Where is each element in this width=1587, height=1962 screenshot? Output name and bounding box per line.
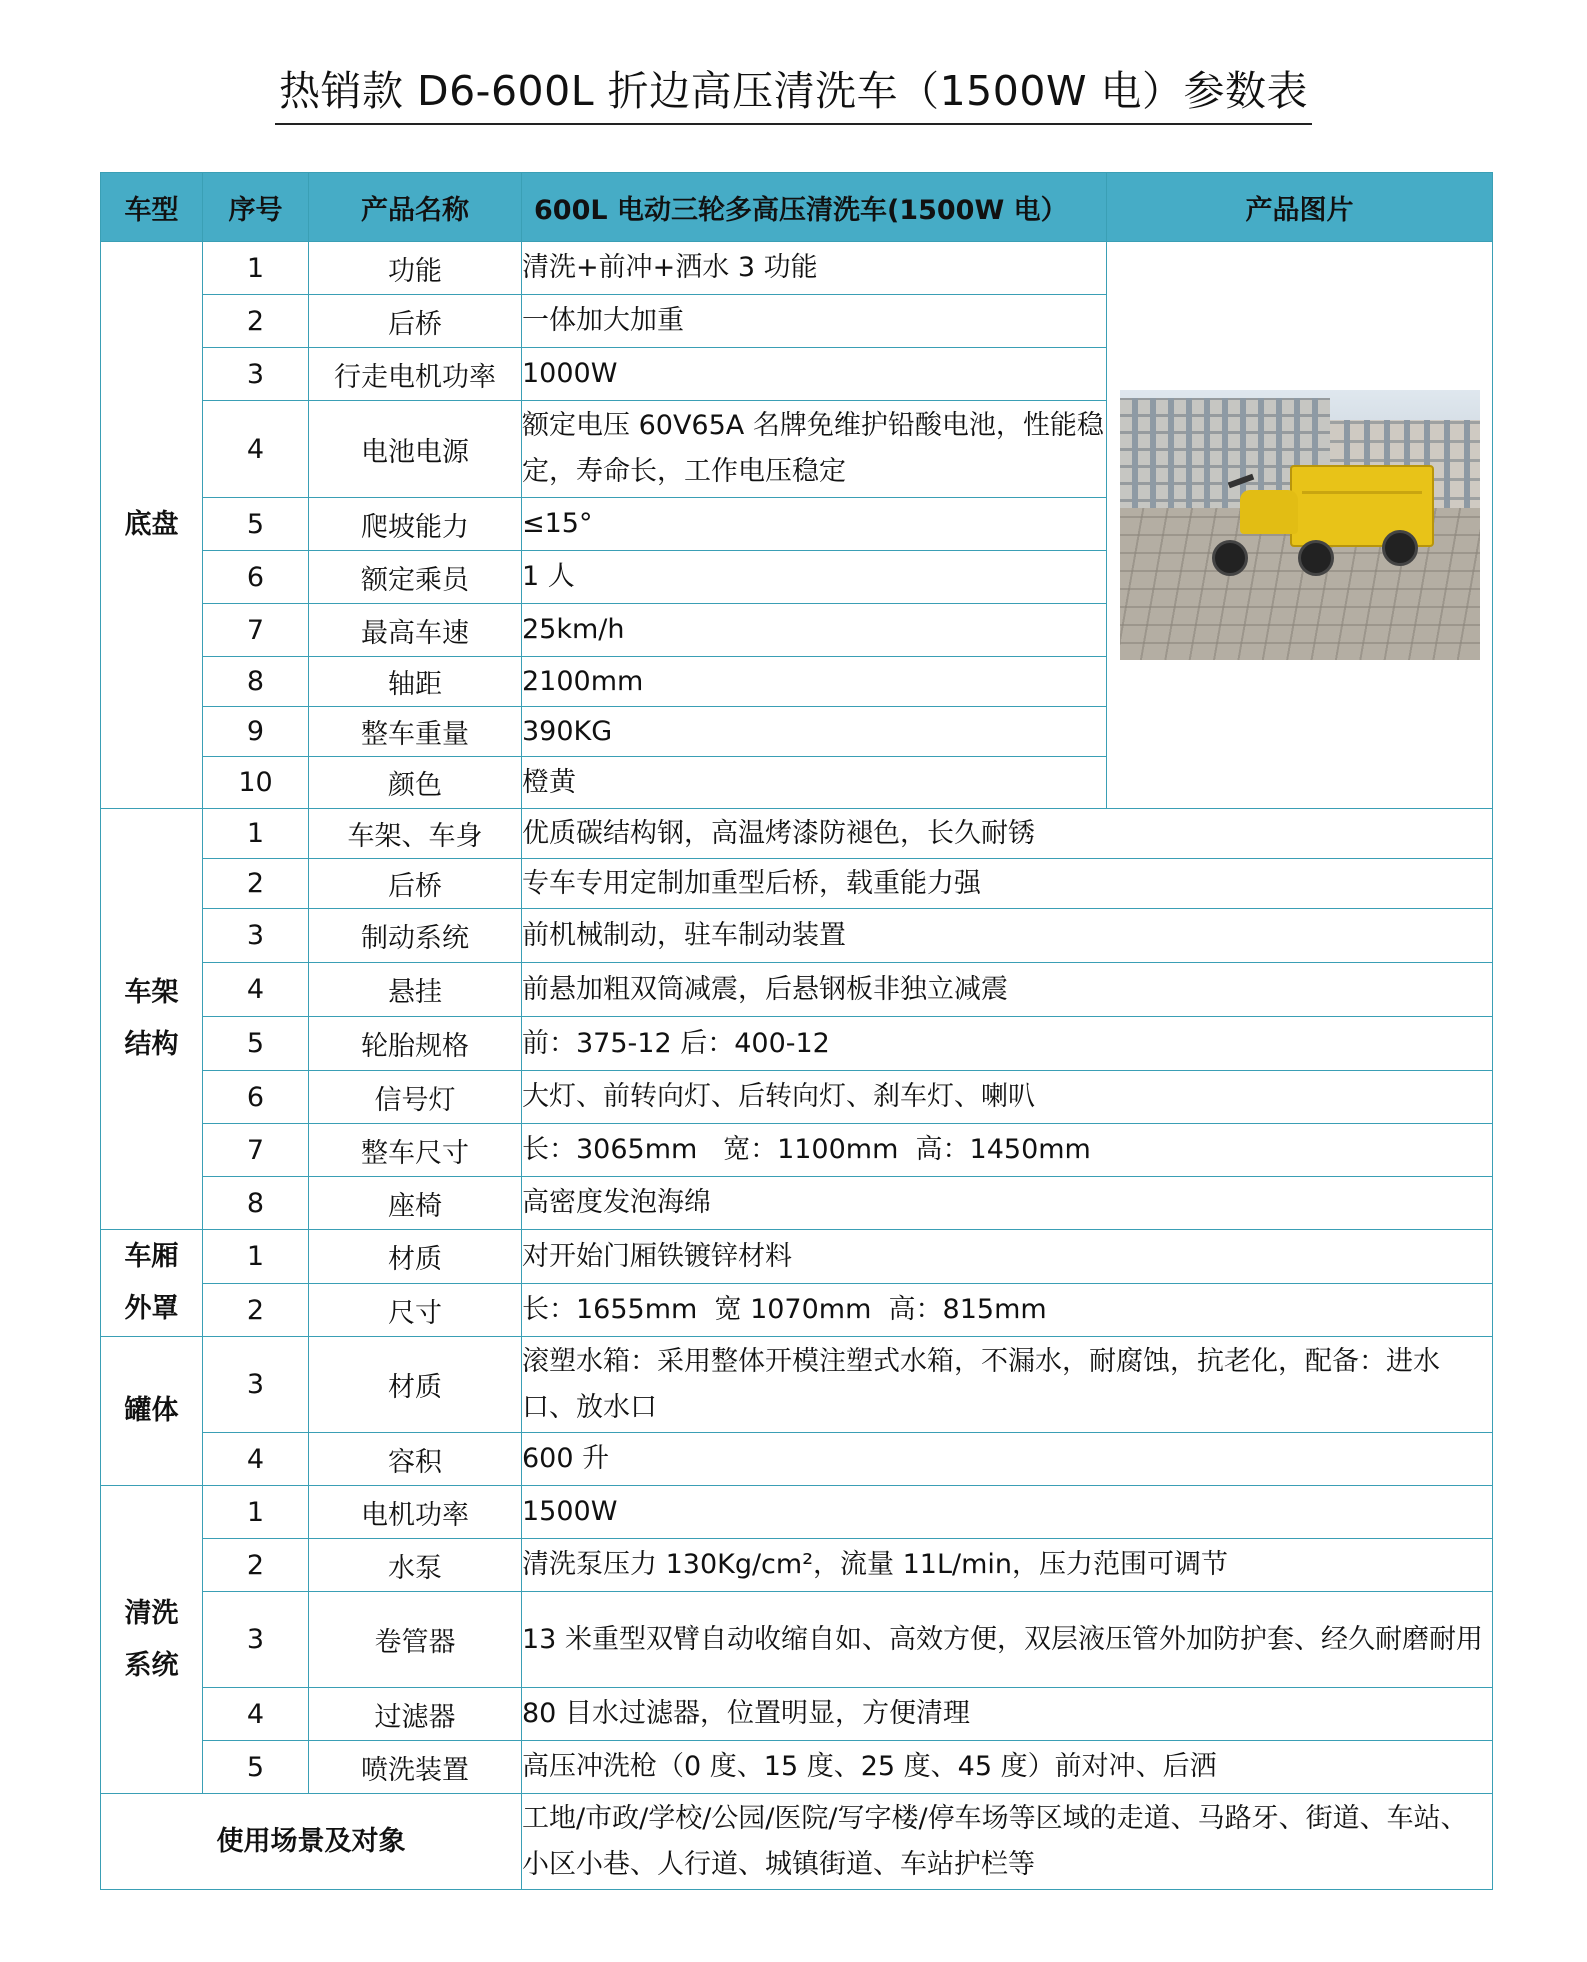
table-row — [101, 809, 1493, 859]
row-item: 信号灯 — [309, 1071, 522, 1124]
row-number: 1 — [203, 1230, 309, 1284]
header-seq: 序号 — [203, 173, 309, 242]
row-item: 卷管器 — [309, 1592, 522, 1688]
row-item: 后桥 — [309, 859, 522, 909]
row-item: 额定乘员 — [309, 551, 522, 604]
group-box-label: 车厢外罩 — [124, 1241, 179, 1324]
row-number: 2 — [203, 859, 309, 909]
header-vehicle-type: 车型 — [101, 173, 203, 242]
row-number: 6 — [203, 1071, 309, 1124]
header-row — [101, 173, 1493, 242]
row-value: 13 米重型双臂自动收缩自如、高效方便，双层液压管外加防护套、经久耐磨耐用 — [522, 1592, 1493, 1688]
row-number: 3 — [203, 348, 309, 401]
row-value: 清洗+前冲+洒水 3 功能 — [522, 242, 1107, 295]
row-number: 10 — [203, 757, 309, 809]
usage-value: 工地/市政/学校/公园/医院/写字楼/停车场等区域的走道、马路牙、街道、车站、小区小巷、人行道、城镇街道、车站护栏等 — [522, 1794, 1493, 1890]
group-wash — [101, 1486, 203, 1794]
row-number: 1 — [203, 1486, 309, 1539]
row-number: 3 — [203, 1592, 309, 1688]
row-number: 2 — [203, 1284, 309, 1337]
row-value: ≤15° — [522, 498, 1107, 551]
row-item: 车架、车身 — [309, 809, 522, 859]
group-chassis: 底盘 — [101, 242, 203, 809]
page-title: 热销款 D6-600L 折边高压清洗车（1500W 电）参数表 — [275, 58, 1312, 125]
row-number: 7 — [203, 604, 309, 657]
row-value: 橙黄 — [522, 757, 1107, 809]
row-number: 4 — [203, 1688, 309, 1741]
group-frame — [101, 809, 203, 1230]
row-item: 水泵 — [309, 1539, 522, 1592]
row-value: 对开始门厢铁镀锌材料 — [522, 1230, 1493, 1284]
row-value: 额定电压 60V65A 名牌免维护铅酸电池，性能稳定，寿命长，工作电压稳定 — [522, 401, 1107, 498]
row-value: 600 升 — [522, 1433, 1493, 1486]
row-value: 大灯、前转向灯、后转向灯、刹车灯、喇叭 — [522, 1071, 1493, 1124]
row-item: 电池电源 — [309, 401, 522, 498]
row-item: 轴距 — [309, 657, 522, 707]
row-value: 优质碳结构钢，高温烤漆防褪色，长久耐锈 — [522, 809, 1493, 859]
group-frame-label: 车架结构 — [124, 977, 179, 1060]
table-row — [101, 963, 1493, 1017]
row-value: 长：3065mm 宽：1100mm 高：1450mm — [522, 1124, 1493, 1177]
group-tank: 罐体 — [101, 1337, 203, 1486]
row-value: 1500W — [522, 1486, 1493, 1539]
row-number: 6 — [203, 551, 309, 604]
row-item: 整车重量 — [309, 707, 522, 757]
row-item: 后桥 — [309, 295, 522, 348]
table-row — [101, 859, 1493, 909]
row-item: 材质 — [309, 1230, 522, 1284]
row-item: 行走电机功率 — [309, 348, 522, 401]
row-item: 功能 — [309, 242, 522, 295]
row-number: 5 — [203, 1741, 309, 1794]
row-number: 2 — [203, 295, 309, 348]
group-wash-label: 清洗系统 — [124, 1597, 179, 1681]
row-number: 2 — [203, 1539, 309, 1592]
row-value: 高密度发泡海绵 — [522, 1177, 1493, 1230]
table-row — [101, 1486, 1493, 1539]
table-row — [101, 1794, 1493, 1890]
row-item: 悬挂 — [309, 963, 522, 1017]
table-row — [101, 1230, 1493, 1284]
row-number: 8 — [203, 657, 309, 707]
header-product-name: 产品名称 — [309, 173, 522, 242]
row-item: 最高车速 — [309, 604, 522, 657]
row-number: 9 — [203, 707, 309, 757]
row-value: 前机械制动，驻车制动装置 — [522, 909, 1493, 963]
row-item: 容积 — [309, 1433, 522, 1486]
row-number: 5 — [203, 1017, 309, 1071]
table-row — [101, 1017, 1493, 1071]
table-row — [101, 1539, 1493, 1592]
row-number: 3 — [203, 1337, 309, 1433]
row-item: 喷洗装置 — [309, 1741, 522, 1794]
row-number: 1 — [203, 242, 309, 295]
spec-table — [100, 172, 1493, 1890]
row-number: 4 — [203, 963, 309, 1017]
row-item: 材质 — [309, 1337, 522, 1433]
table-row — [101, 242, 1493, 295]
front-wheel — [1212, 540, 1248, 576]
table-row — [101, 1337, 1493, 1433]
table-row — [101, 1124, 1493, 1177]
row-number: 8 — [203, 1177, 309, 1230]
row-value: 2100mm — [522, 657, 1107, 707]
row-value: 390KG — [522, 707, 1107, 757]
page-title-wrap — [0, 58, 1587, 125]
row-item: 颜色 — [309, 757, 522, 809]
table-row — [101, 909, 1493, 963]
row-number: 5 — [203, 498, 309, 551]
row-value: 一体加大加重 — [522, 295, 1107, 348]
row-item: 座椅 — [309, 1177, 522, 1230]
table-row — [101, 1688, 1493, 1741]
table-row — [101, 1741, 1493, 1794]
table-row — [101, 1433, 1493, 1486]
row-value: 80 目水过滤器，位置明显，方便清理 — [522, 1688, 1493, 1741]
vehicle-cab — [1240, 490, 1298, 534]
row-number: 4 — [203, 401, 309, 498]
header-photo: 产品图片 — [1107, 173, 1493, 242]
row-value: 专车专用定制加重型后桥，载重能力强 — [522, 859, 1493, 909]
row-value: 1000W — [522, 348, 1107, 401]
row-item: 过滤器 — [309, 1688, 522, 1741]
product-photo — [1120, 390, 1480, 660]
row-number: 7 — [203, 1124, 309, 1177]
row-value: 高压冲洗枪（0 度、15 度、25 度、45 度）前对冲、后洒 — [522, 1741, 1493, 1794]
row-item: 尺寸 — [309, 1284, 522, 1337]
rear-wheel-right — [1382, 530, 1418, 566]
header-model: 600L 电动三轮多高压清洗车(1500W 电） — [522, 173, 1107, 242]
table-row — [101, 1177, 1493, 1230]
row-number: 4 — [203, 1433, 309, 1486]
table-row — [101, 1284, 1493, 1337]
usage-label: 使用场景及对象 — [101, 1794, 522, 1890]
row-item: 爬坡能力 — [309, 498, 522, 551]
row-item: 电机功率 — [309, 1486, 522, 1539]
row-item: 制动系统 — [309, 909, 522, 963]
row-number: 1 — [203, 809, 309, 859]
table-row — [101, 1071, 1493, 1124]
group-box — [101, 1230, 203, 1337]
row-value: 清洗泵压力 130Kg/cm²，流量 11L/min，压力范围可调节 — [522, 1539, 1493, 1592]
row-number: 3 — [203, 909, 309, 963]
row-value: 1 人 — [522, 551, 1107, 604]
row-value: 长：1655mm 宽 1070mm 高：815mm — [522, 1284, 1493, 1337]
row-item: 轮胎规格 — [309, 1017, 522, 1071]
rear-wheel-left — [1298, 540, 1334, 576]
row-value: 前：375-12 后：400-12 — [522, 1017, 1493, 1071]
table-row — [101, 1592, 1493, 1688]
row-value: 滚塑水箱：采用整体开模注塑式水箱，不漏水，耐腐蚀，抗老化，配备：进水口、放水口 — [522, 1337, 1493, 1433]
row-value: 25km/h — [522, 604, 1107, 657]
row-value: 前悬加粗双筒减震，后悬钢板非独立减震 — [522, 963, 1493, 1017]
row-item: 整车尺寸 — [309, 1124, 522, 1177]
product-photo-cell — [1107, 242, 1493, 809]
